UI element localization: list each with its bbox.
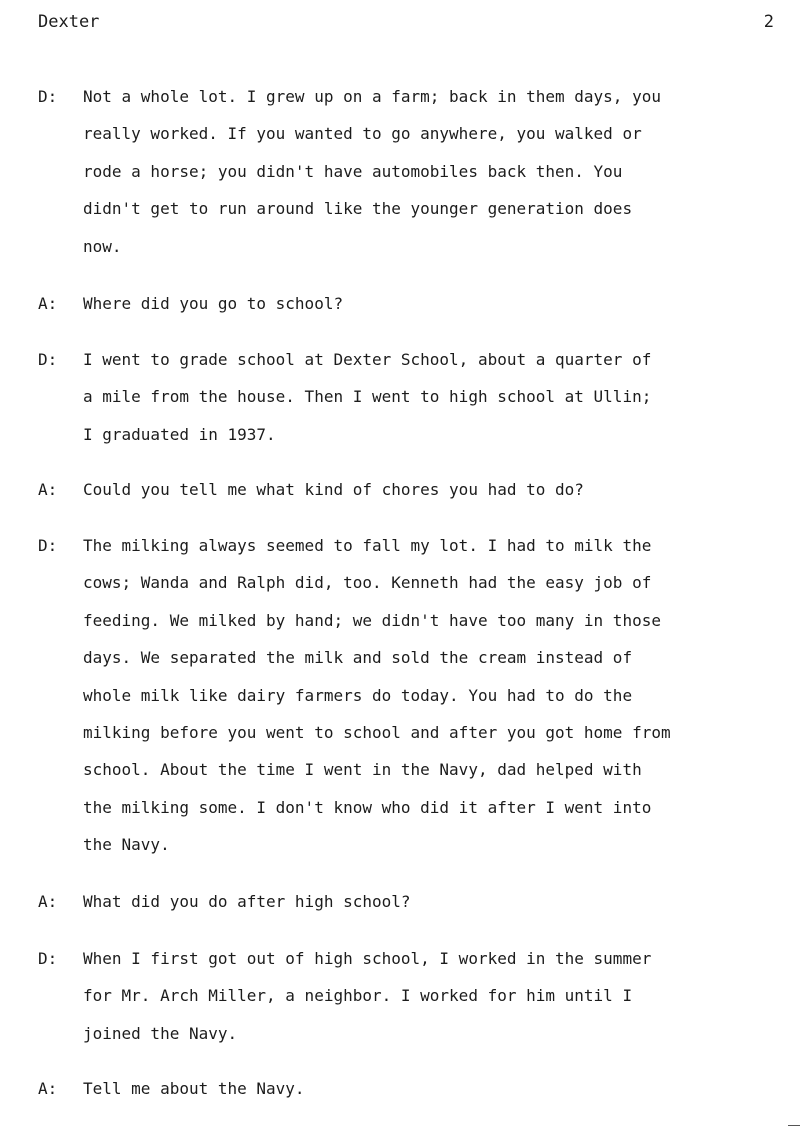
speaker-label: A: (38, 1079, 58, 1098)
text-line: Could you tell me what kind of chores you had to do? (83, 480, 584, 499)
text-line: school. About the time I went in the Navy, dad helped with (83, 760, 642, 780)
text-line: didn't get to run around like the younger generation does (83, 199, 633, 219)
text-line: Tell me about the Navy. (83, 1079, 305, 1098)
speaker-label: D: (38, 350, 58, 369)
speaker-label: D: (38, 536, 58, 555)
text-line: rode a horse; you didn't have automobiles back then. You (83, 161, 623, 181)
entry-text (83, 527, 671, 864)
text-line: Not a whole lot. I grew up on a farm; back in them days, you (83, 87, 661, 106)
interviewee-name: Dexter (38, 12, 100, 32)
text-line: cows; Wanda and Ralph did, too. Kenneth had the easy job of (83, 573, 652, 593)
text-line: now. (83, 236, 122, 256)
text-line: really worked. If you wanted to go anywhere, you walked or (83, 124, 642, 144)
text-line: Where did you go to school? (83, 294, 344, 313)
text-line: a mile from the house. Then I went to high school at Ullin; (83, 387, 652, 407)
text-line: I graduated in 1937. (83, 424, 276, 444)
text-line: The milking always seemed to fall my lot. I had to milk the (83, 536, 652, 555)
speaker-label: A: (38, 294, 58, 313)
text-line: When I first got out of high school, I worked in the summer (83, 949, 652, 968)
speaker-label: D: (38, 87, 58, 106)
entry-text (83, 883, 411, 920)
text-line: the Navy. (83, 835, 170, 855)
text-line: for Mr. Arch Miller, a neighbor. I worked for him until I (83, 986, 633, 1006)
speaker-label: D: (38, 949, 58, 968)
text-line: milking before you went to school and after you got home from (83, 722, 671, 742)
text-line: feeding. We milked by hand; we didn't have too many in those (83, 610, 661, 630)
text-line: joined the Navy. (83, 1023, 238, 1043)
scan-mark (788, 1125, 800, 1126)
entry-text (83, 78, 661, 265)
entry-text (83, 1070, 305, 1107)
page-header (38, 10, 774, 34)
text-line: I went to grade school at Dexter School, about a quarter of (83, 350, 652, 369)
entry-text (83, 341, 651, 453)
entry-text (83, 940, 651, 1052)
speaker-label: A: (38, 480, 58, 499)
page-number: 2 (763, 12, 774, 32)
text-line: the milking some. I don't know who did it after I went into (83, 797, 652, 817)
text-line: What did you do after high school? (83, 892, 411, 911)
entry-text (83, 285, 343, 322)
speaker-label: A: (38, 892, 58, 911)
text-line: days. We separated the milk and sold the cream instead of (83, 648, 633, 668)
text-line: whole milk like dairy farmers do today. You had to do the (83, 685, 633, 705)
entry-text (83, 471, 584, 508)
